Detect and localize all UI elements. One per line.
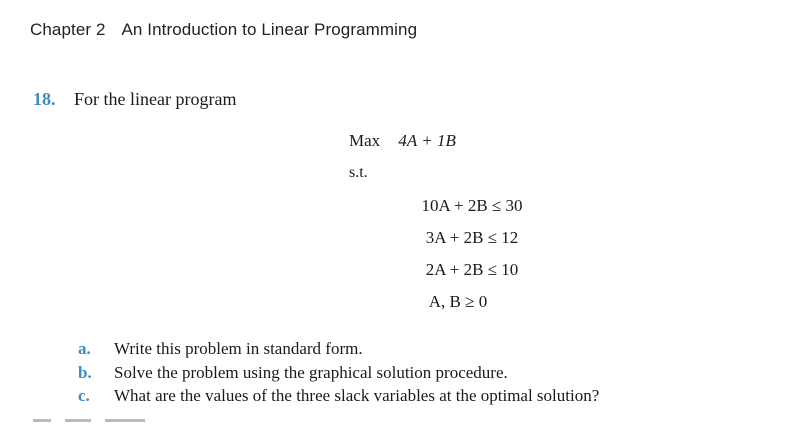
task-text: What are the values of the three slack variables at the optimal solution? xyxy=(114,386,600,405)
constraint-list xyxy=(392,192,552,320)
cropped-next-problem xyxy=(33,419,253,426)
task-letter: b. xyxy=(78,362,92,382)
task-item-a xyxy=(78,337,599,361)
subject-to-label: s.t. xyxy=(349,164,368,181)
task-text: Write this problem in standard form. xyxy=(114,339,363,358)
constraint-3: 2A + 2B ≤ 10 xyxy=(425,260,519,279)
objective-expression: 4A + 1B xyxy=(398,131,456,150)
task-item-c xyxy=(78,384,599,408)
task-letter: a. xyxy=(78,339,91,358)
task-text: Solve the problem using the graphical solution procedure. xyxy=(114,362,508,382)
problem-heading xyxy=(33,89,236,110)
objective-function xyxy=(349,131,456,151)
problem-prompt: For the linear program xyxy=(74,89,237,109)
chapter-header xyxy=(30,20,417,40)
cropped-text-fragment xyxy=(33,419,51,422)
problem-number: 18. xyxy=(33,89,56,109)
chapter-label: Chapter 2 xyxy=(30,20,106,39)
task-item-b xyxy=(78,361,599,385)
constraint-1: 10A + 2B ≤ 30 xyxy=(421,196,523,215)
constraint-nonnegativity: A, B ≥ 0 xyxy=(428,292,488,311)
objective-keyword: Max xyxy=(349,131,381,150)
chapter-title: An Introduction to Linear Programming xyxy=(121,20,418,39)
task-letter: c. xyxy=(78,386,90,405)
task-list xyxy=(78,337,599,408)
constraint-2: 3A + 2B ≤ 12 xyxy=(425,228,519,247)
cropped-text-fragment xyxy=(105,419,145,422)
cropped-text-fragment xyxy=(65,419,91,422)
